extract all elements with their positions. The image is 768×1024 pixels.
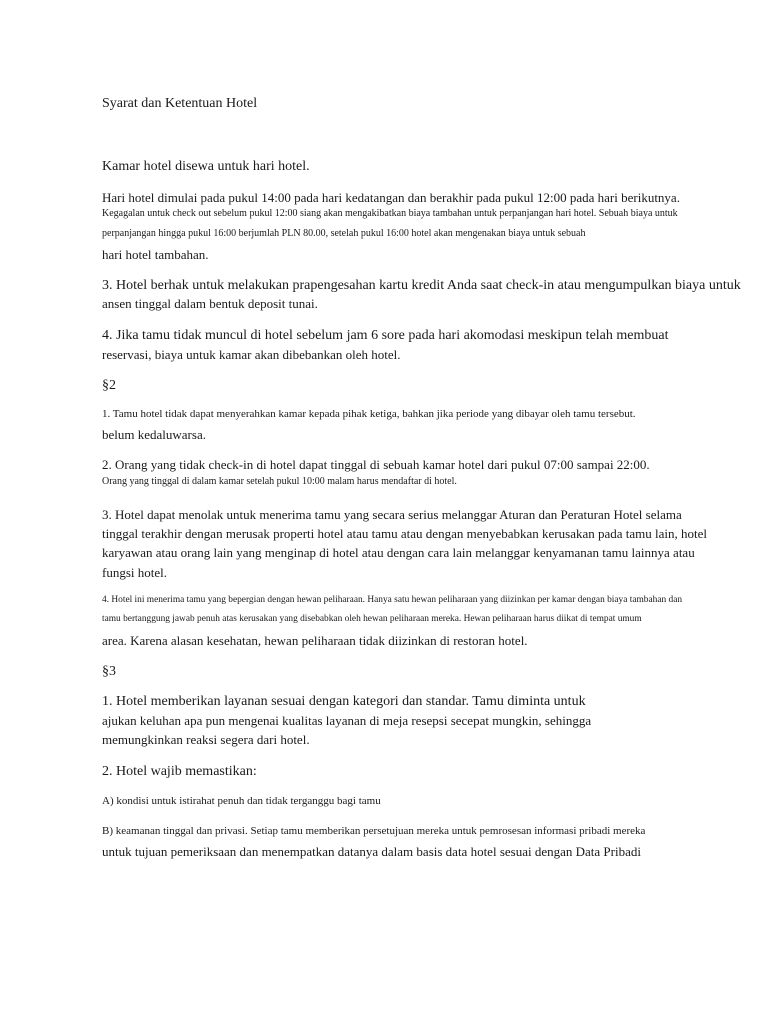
text-line: Hari hotel dimulai pada pukul 14:00 pada hari kedatangan dan berakhir pada pukul 12:00 pada hari berikutnya. <box>102 190 680 205</box>
text-line: reservasi, biaya untuk kamar akan dibebankan oleh hotel. <box>102 347 401 362</box>
text-line: B) keamanan tinggal dan privasi. Setiap tamu memberikan persetujuan mereka untuk pemrosesan informasi pribadi mereka <box>102 825 646 837</box>
text-line: 4. Hotel ini menerima tamu yang bepergian dengan hewan peliharaan. Hanya satu hewan peliharaan yang diizinkan per kamar dengan biaya tambahan dan <box>102 595 683 605</box>
text-line: Orang yang tinggal di dalam kamar setelah pukul 10:00 malam harus mendaftar di hotel. <box>102 476 457 487</box>
text-line: untuk tujuan pemeriksaan dan menempatkan datanya dalam basis data hotel sesuai dengan Data Pribadi <box>102 844 641 859</box>
text-line: tinggal terakhir dengan merusak properti hotel atau tamu atau dengan menyebabkan kerusakan pada tamu lain, hotel <box>102 526 708 541</box>
section-heading: §2 <box>102 378 116 393</box>
text-line: 3. Hotel dapat menolak untuk menerima tamu yang secara serius melanggar Aturan dan Peraturan Hotel selama <box>102 507 682 522</box>
text-line: 1. Hotel memberikan layanan sesuai dengan kategori dan standar. Tamu diminta untuk <box>102 694 586 709</box>
text-line: memungkinkan reaksi segera dari hotel. <box>102 732 310 747</box>
text-line: Kamar hotel disewa untuk hari hotel. <box>102 159 310 174</box>
text-line: fungsi hotel. <box>102 565 167 580</box>
text-line: area. Karena alasan kesehatan, hewan peliharaan tidak diizinkan di restoran hotel. <box>102 633 528 648</box>
text-line: 3. Hotel berhak untuk melakukan prapengesahan kartu kredit Anda saat check-in atau mengumpulkan biaya untuk <box>102 278 741 293</box>
text-line: karyawan atau orang lain yang menginap di hotel atau dengan cara lain melanggar kenyamanan tamu lainnya atau <box>102 545 695 560</box>
text-line: belum kedaluwarsa. <box>102 427 206 442</box>
text-line: tamu bertanggung jawab penuh atas kerusakan yang disebabkan oleh hewan peliharaan mereka. Hewan peliharaan harus diikat di tempat umum <box>102 614 642 624</box>
document-title: Syarat dan Ketentuan Hotel <box>102 96 258 111</box>
text-line: Kegagalan untuk check out sebelum pukul 12:00 siang akan mengakibatkan biaya tambahan untuk perpanjangan hari hotel. Sebuah biaya untuk <box>102 208 678 219</box>
text-line: ansen tinggal dalam bentuk deposit tunai. <box>102 296 318 311</box>
text-line: 2. Hotel wajib memastikan: <box>102 764 257 779</box>
text-line: A) kondisi untuk istirahat penuh dan tidak terganggu bagi tamu <box>102 795 381 807</box>
text-line: 2. Orang yang tidak check-in di hotel dapat tinggal di sebuah kamar hotel dari pukul 07:00 sampai 22:00. <box>102 457 650 472</box>
section-heading: §3 <box>102 664 116 679</box>
text-line: 1. Tamu hotel tidak dapat menyerahkan kamar kepada pihak ketiga, bahkan jika periode yang dibayar oleh tamu tersebut. <box>102 408 636 420</box>
text-line: ajukan keluhan apa pun mengenai kualitas layanan di meja resepsi secepat mungkin, sehingga <box>102 713 592 728</box>
text-line: perpanjangan hingga pukul 16:00 berjumlah PLN 80.00, setelah pukul 16:00 hotel akan mengenakan biaya untuk sebuah <box>102 228 586 239</box>
text-line: hari hotel tambahan. <box>102 247 209 262</box>
text-line: 4. Jika tamu tidak muncul di hotel sebelum jam 6 sore pada hari akomodasi meskipun telah membuat <box>102 328 669 343</box>
